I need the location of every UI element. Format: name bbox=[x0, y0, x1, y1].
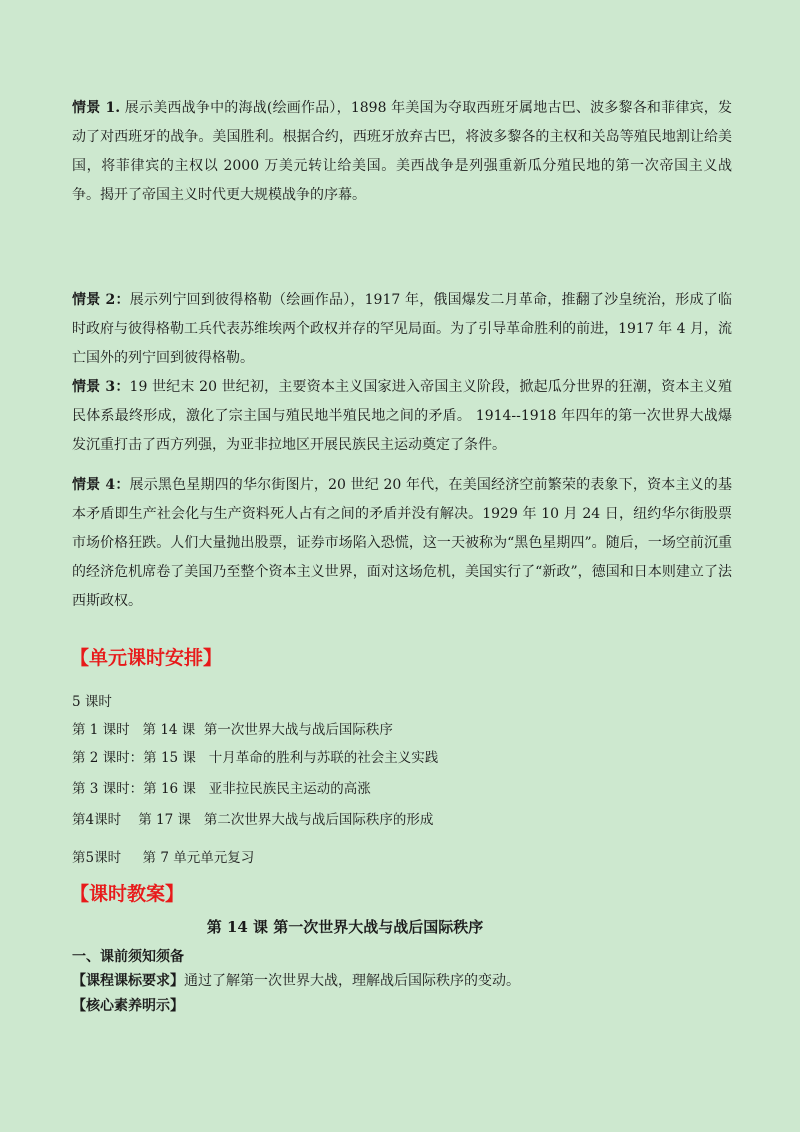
core-literacy bbox=[72, 995, 184, 1015]
scenario-2-text: 展示列宁回到彼得格勒（绘画作品），1917 年，俄国爆发二月革命，推翻了沙皇统治，形成了临时政府与彼得格勒工兵代表苏维埃两个政权并存的罕见局面。为了引导革命胜利的前进，1917 年 4 月，流亡国外的列宁回到彼得格勒。 bbox=[72, 292, 732, 366]
curriculum-standard bbox=[72, 970, 520, 990]
scenario-1-text: 展示美西战争中的海战(绘画作品），1898 年美国为夺取西班牙属地古巴、波多黎各和菲律宾，发动了对西班牙的战争。美国胜利。根据合约，西班牙放弃古巴，将波多黎各的主权和关岛等殖民地割让给美国，将菲律宾的主权以 2000 万美元转让给美国。美西战争是列强重新瓜分殖民地的第一次帝国主义战争。揭开了帝国主义时代更大规模战争的序幕。 bbox=[72, 100, 732, 203]
standard-text: 通过了解第一次世界大战，理解战后国际秩序的变动。 bbox=[184, 973, 520, 989]
scenario-3-label: 情景 3： bbox=[72, 379, 130, 395]
scenario-1-label: 情景 1. bbox=[72, 100, 121, 116]
scenario-4-text: 展示黑色星期四的华尔街图片，20 世纪 20 年代，在美国经济空前繁荣的表象下，资本主义的基本矛盾即生产社会化与生产资料死人占有之间的矛盾并没有解决。1929 年 10 月 24 日，纽约华尔街股票市场价格狂跌。人们大量抛出股票，证券市场陷入恐慌，这一天被称为“黑色星期四”。随后，一场空前沉重的经济危机席卷了美国乃至整个资本主义世界，面对这场危机，美国实行了“新政”，德国和日本则建立了法西斯政权。 bbox=[72, 477, 732, 609]
schedule-lesson-3: 第 3 课时：第 16 课 亚非拉民族民主运动的高涨 bbox=[72, 781, 371, 797]
prep-heading-text: 一、课前须知须备 bbox=[72, 949, 184, 965]
schedule-lesson-1: 第 1 课时 第 14 课 第一次世界大战与战后国际秩序 bbox=[72, 722, 393, 738]
schedule-lesson-5: 第5课时 第 7 单元单元复习 bbox=[72, 850, 255, 866]
core-literacy-label: 【核心素养明示】 bbox=[72, 998, 184, 1014]
schedule-lesson-2: 第 2 课时：第 15 课 十月革命的胜利与苏联的社会主义实践 bbox=[72, 750, 439, 766]
scenario-4-label: 情景 4： bbox=[72, 477, 130, 493]
scenario-4 bbox=[72, 471, 732, 616]
standard-label: 【课程课标要求】 bbox=[72, 973, 184, 989]
lesson-title: 第 14 课 第一次世界大战与战后国际秩序 bbox=[206, 918, 484, 936]
lesson-plan-heading: 【课时教案】 bbox=[70, 883, 185, 905]
scenario-3 bbox=[72, 373, 732, 460]
schedule-lesson-4: 第4课时 第 17 课 第二次世界大战与战后国际秩序的形成 bbox=[72, 812, 434, 828]
scenario-3-text: 19 世纪末 20 世纪初，主要资本主义国家进入帝国主义阶段，掀起瓜分世界的狂潮，资本主义殖民体系最终形成，激化了宗主国与殖民地半殖民地之间的矛盾。 1914--1918 年四年的第一次世界大战爆发沉重打击了西方列强，为亚非拉地区开展民族民主运动奠定了条件。 bbox=[72, 379, 732, 453]
scenario-2 bbox=[72, 286, 732, 373]
schedule-total: 5 课时 bbox=[72, 694, 112, 710]
unit-schedule-heading: 【单元课时安排】 bbox=[70, 647, 223, 669]
scenario-2-label: 情景 2： bbox=[72, 292, 130, 308]
scenario-1 bbox=[72, 94, 732, 210]
prep-heading bbox=[72, 946, 184, 966]
